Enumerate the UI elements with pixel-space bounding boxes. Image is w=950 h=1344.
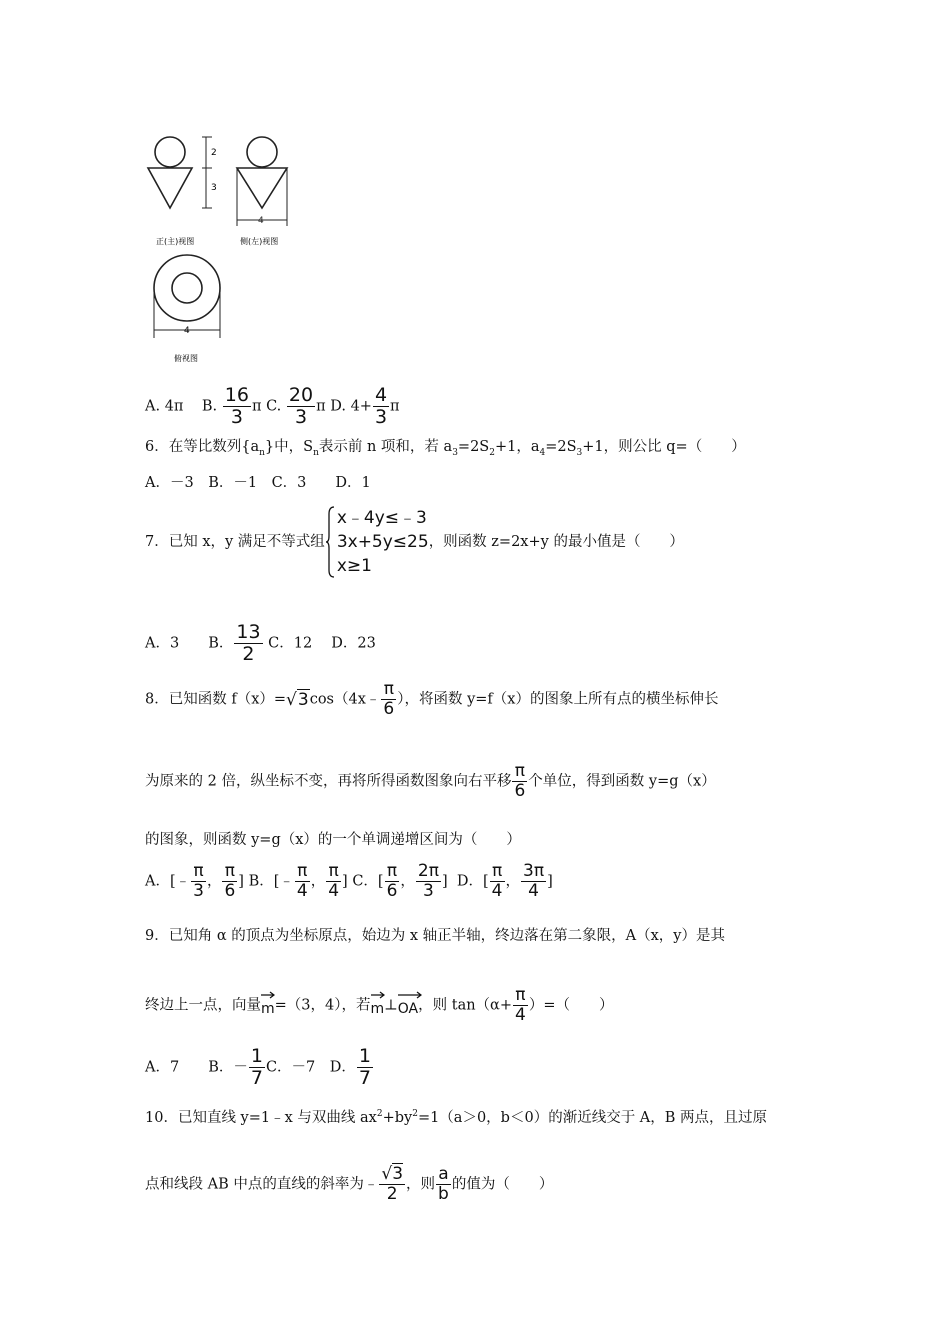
q9-line-1: 9．已知角 α 的顶点为坐标原点，始边为 x 轴正半轴，终边落在第二象限，A（x，y）是其 xyxy=(145,928,725,944)
vector-m-2: m xyxy=(371,993,385,1019)
vector-m: m xyxy=(261,993,275,1019)
q5-d-label: D. xyxy=(330,398,346,415)
q7-b-fraction: $\frac{13}{2}$ xyxy=(236,621,261,665)
q5-a-value: 4π xyxy=(164,398,184,415)
three-view-drawing xyxy=(140,128,300,368)
dim-4-side-label: 4 xyxy=(258,216,264,226)
q7-options: A．3 B． $\frac{13}{2}$ C．12 D．23 xyxy=(145,621,376,665)
side-view-label: 侧(左)视图 xyxy=(240,237,279,246)
brace-icon xyxy=(325,506,335,578)
q10-line-2: 点和线段 AB 中点的直线的斜率为﹣ $\frac{√3}{2}$ ，则 $\frac{a}{b}$ 的值为（ ） xyxy=(145,1164,554,1204)
q9-b-fraction: $\frac{1}{7}$ xyxy=(250,1045,263,1089)
q10-a-over-b: $\frac{a}{b}$ xyxy=(438,1164,449,1204)
q9-pi-over-4: $\frac{\pi}{4}$ xyxy=(515,985,526,1025)
q8-options: A．[﹣ $\frac{\pi}{3}$ ， $\frac{\pi}{6}$ ] B．[﹣ $\frac{\pi}{4}$ ， $\frac{\pi}{4}$ ] C．[ $\frac{\pi}{6}$ ， $\frac{2\pi}{3}$ ] D．[ $\frac{\pi}{4}$ ， $\frac{3\pi}{4}$ ] xyxy=(145,861,553,901)
q9-d-fraction: $\frac{1}{7}$ xyxy=(358,1045,371,1089)
q5-options: A. 4π B. $\frac{16}{3}$ π C. $\frac{20}{3}$ π D. 4+ $\frac{4}{3}$ π xyxy=(145,384,400,428)
top-view-label: 俯视图 xyxy=(174,354,198,363)
q5-b-fraction: $\frac{16}{3}$ xyxy=(224,384,249,428)
constraint-1: x﹣4y≤﹣3 xyxy=(336,508,427,528)
q8-pi-over-6: $\frac{\pi}{6}$ xyxy=(383,679,395,719)
q10-slope-fraction: $\frac{√3}{2}$ xyxy=(381,1164,404,1204)
dim-3-label: 3 xyxy=(211,183,217,193)
q9-line-2: 终边上一点，向量 m=（3，4），若 m⊥ OA，则 tan（α+ $\frac{\pi}{4}$ ）=（ ） xyxy=(145,985,614,1025)
inequality-system xyxy=(327,506,429,578)
q6-options: A．－3 B．－1 C．3 D．1 xyxy=(145,475,371,491)
vector-oa: OA xyxy=(398,993,418,1019)
front-view-label: 正(主)视图 xyxy=(156,237,195,246)
q8-shift-fraction: $\frac{\pi}{6}$ xyxy=(514,761,526,801)
q8-line-2: 为原来的 2 倍，纵坐标不变，再将所得函数图象向右平移 $\frac{\pi}{6}$ 个单位，得到函数 y=g（x） xyxy=(145,761,716,801)
three-view-figure xyxy=(140,128,300,368)
dim-4-top-label: 4 xyxy=(184,326,190,336)
q5-a-label: A. xyxy=(145,398,161,415)
constraint-3: x≥1 xyxy=(336,556,372,576)
vector-arrow-icon xyxy=(371,991,385,999)
q5-d-fraction: $\frac{4}{3}$ xyxy=(374,384,388,428)
sqrt-3: √3 xyxy=(286,689,309,710)
dim-2-label: 2 xyxy=(211,148,217,158)
q8-line-1: 8．已知函数 f（x）=√3cos（4x﹣ $\frac{\pi}{6}$ ），将函数 y=f（x）的图象上所有点的横坐标伸长 xyxy=(145,679,719,719)
vector-arrow-icon xyxy=(261,991,275,999)
q9-options: A．7 B．－ $\frac{1}{7}$ C．－7 D． $\frac{1}{7}$ xyxy=(145,1045,371,1089)
q6-stem: 6．在等比数列$\{a_n\}$中，$S_n$表示前 n 项和，若 $a_3=2S_2+1$，$a_4=2S_3+1$，则公比 q=（ ） xyxy=(145,439,746,458)
q5-c-label: C. xyxy=(266,398,282,415)
q10-line-1: 10．已知直线 y=1﹣x 与双曲线 $ax^2+by^2=1(a>0$，b＜0）的渐近线交于 A，B 两点，且过原 xyxy=(145,1109,768,1126)
q5-b-label: B. xyxy=(201,398,218,415)
q5-c-fraction: $\frac{20}{3}$ xyxy=(288,384,314,428)
q8-line-3: 的图象，则函数 y=g（x）的一个单调递增区间为（ ） xyxy=(145,832,521,848)
vector-arrow-icon xyxy=(398,991,422,999)
constraint-2: 3x+5y≤25 xyxy=(336,532,429,552)
q7-stem: 7．已知 x，y 满足不等式组 x﹣4y≤﹣3 3x+5y≤25 x≥1 ，则函数 z=2x+y 的最小值是（ ） xyxy=(145,508,684,576)
